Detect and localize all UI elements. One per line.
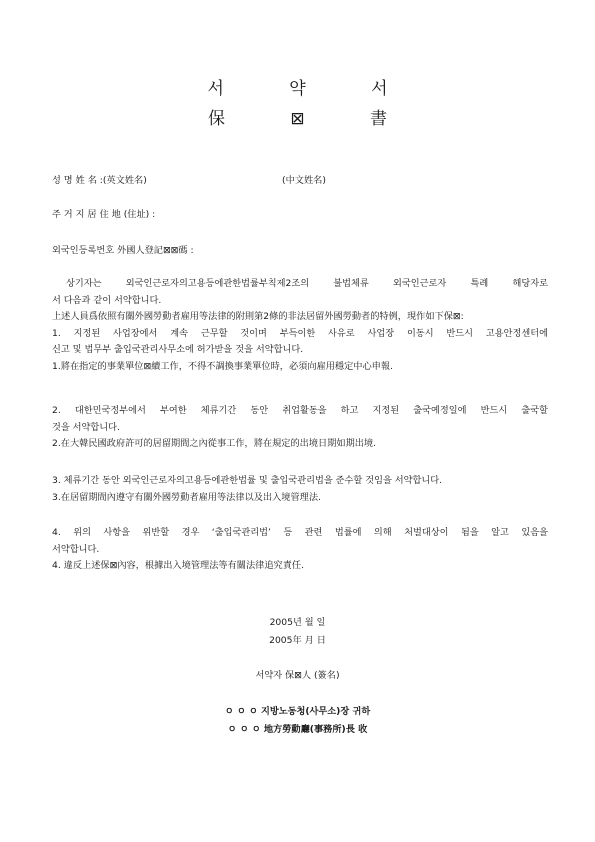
title-chinese: 保 ⊠ 書: [207, 109, 418, 129]
item-4-chinese: 4. 違反上述保⊠內容，根據出入境管理法等有關法律追究責任.: [52, 560, 304, 571]
intro-line-3-chinese: 上述人員爲依照有關外國勞動者雇用等法律的附則第2條的非法居留外國勞動者的特例，現作如下保⊠:: [52, 311, 464, 322]
name-field-label: 성 명 姓 名 :(英文姓名): [52, 175, 147, 186]
item-3-korean: 3. 체류기간 동안 외국인근로자의고용등에관한법률 및 출입국관리법을 준수할 것임을 서약합니다.: [52, 475, 443, 486]
item-3: [52, 473, 548, 506]
item-1-korean-line-2: 신고 및 법무부 출입국관리사무소에 허가받을 것을 서약합니다.: [52, 344, 304, 355]
item-1-chinese: 1.將在指定的事業單位⊠續工作，不得不調換事業單位時，必須向雇用穩定中心申報.: [52, 360, 393, 372]
item-4-korean-line-2: 서약합니다.: [52, 543, 100, 555]
intro-line-1: 상기자는 외국인근로자의고용등에관한법률부칙제2조의 불법체류 외국인근로자 특례 해당자로: [66, 278, 548, 289]
item-2-korean-line-2: 것을 서약합니다.: [52, 421, 120, 433]
addressee-korean: ㅇ ㅇ ㅇ 지방노동청(사무소)장 귀하: [224, 706, 371, 717]
chinese-name-label: (中文姓名): [282, 175, 326, 186]
item-2-chinese: 2.在大韓民國政府許可的居留期間之內從事工作，將在規定的出境日期如期出境.: [52, 438, 377, 449]
item-2-korean-line-1: 2. 대한민국정부에서 부여한 체류기간 동안 취업활동을 하고 지정된 출국예정일에 반드시 출국할: [52, 405, 548, 416]
item-4: [52, 525, 548, 575]
registration-number-label: 외국인등록번호 外國人登記⊠⊠碼 :: [52, 245, 194, 256]
date-chinese: 2005年 月 日: [269, 635, 326, 646]
title-korean: 서 약 서: [207, 79, 418, 99]
addressee-chinese: ㅇ ㅇ ㅇ 地方勞動廳(事務所)長 收: [227, 724, 368, 735]
item-4-korean-line-1: 4. 위의 사항을 위반할 경우 ‘출입국관리법’ 등 관련 법률에 의해 처벌대상이 됨을 알고 있음을: [52, 527, 548, 538]
address-field-label: 주 거 지 居 住 地 (住址) :: [52, 209, 156, 220]
signer-line: 서약자 保⊠人 (簽名): [255, 670, 340, 681]
item-2: [52, 403, 548, 453]
intro-line-2: 서 다음과 같이 서약합니다.: [52, 294, 162, 306]
item-3-chinese: 3.在居留期間內遵守有關外國勞動者雇用等法律以及出入境管理法.: [52, 491, 321, 503]
item-1-korean-line-1: 1. 지정된 사업장에서 계속 근무할 것이며 부득이한 사유로 사업장 이동시 반드시 고용안정센터에: [52, 327, 548, 339]
intro-paragraph: [52, 276, 548, 375]
date-korean: 2005년 월 일: [269, 617, 326, 628]
